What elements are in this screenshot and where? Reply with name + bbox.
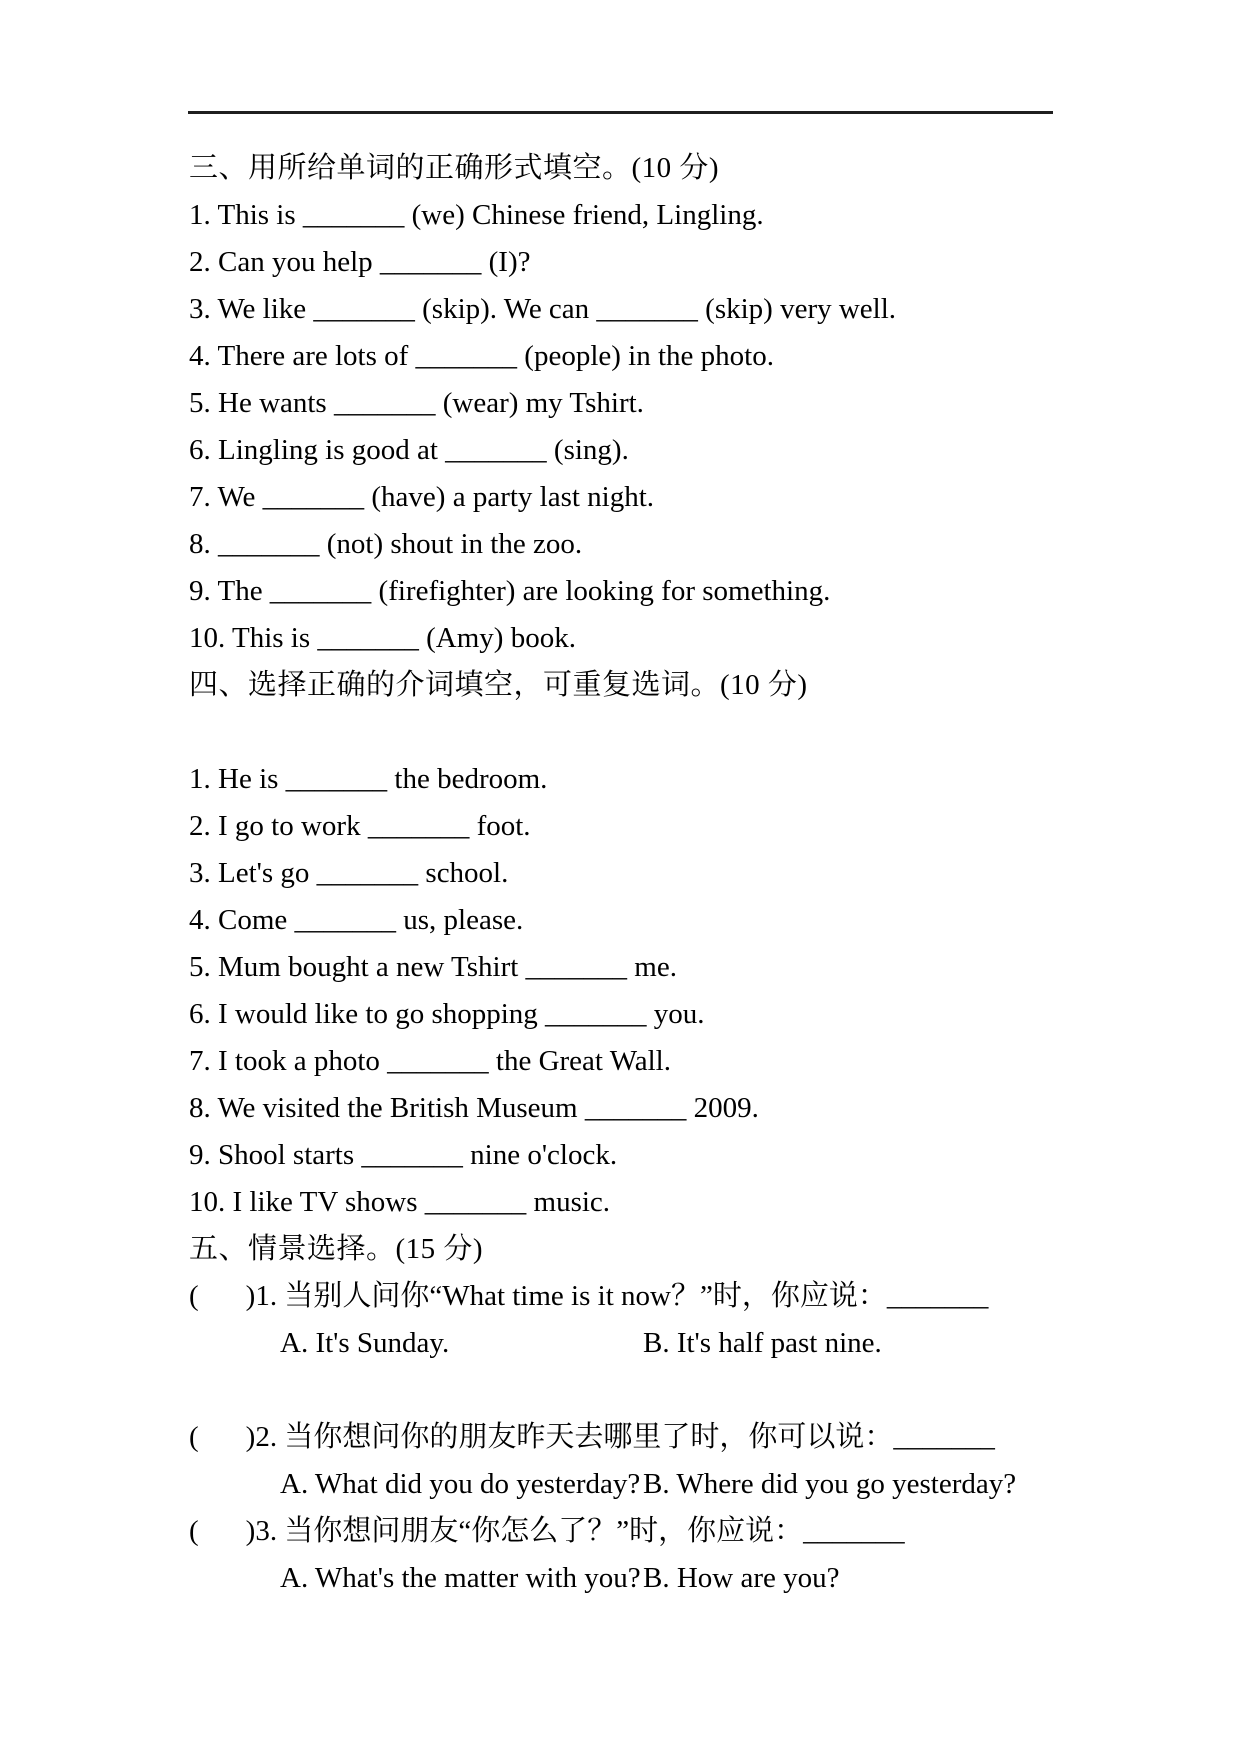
section-3-heading: 三、用所给单词的正确形式填空。(10 分): [189, 152, 720, 184]
answer-bracket-open: (: [189, 1515, 199, 1547]
sec3-item-2: 2. Can you help _______ (I)?: [189, 246, 531, 278]
option-a: A. What's the matter with you?: [280, 1562, 641, 1594]
sec5-question-2-options: [189, 1461, 1069, 1508]
worksheet-content: [189, 145, 1069, 1602]
sec3-item-6: 6. Lingling is good at _______ (sing).: [189, 434, 629, 466]
sec4-item-1: 1. He is _______ the bedroom.: [189, 763, 548, 795]
question-text: )3. 当你想问朋友“你怎么了？”时，你应说：_______: [245, 1515, 905, 1547]
sec4-item-6: 6. I would like to go shopping _______ you.: [189, 998, 705, 1030]
sec4-item-4: 4. Come _______ us, please.: [189, 904, 524, 936]
question-text: )1. 当别人问你“What time is it now？”时，你应说：_______: [245, 1280, 989, 1312]
sec3-item-7: 7. We _______ (have) a party last night.: [189, 481, 655, 513]
spacer-row: [189, 709, 1069, 756]
option-a: A. What did you do yesterday?: [280, 1468, 641, 1500]
sec5-question-2: [189, 1414, 1069, 1461]
header-rule: [188, 111, 1053, 114]
sec4-item-8: 8. We visited the British Museum _______ 2009.: [189, 1092, 759, 1124]
sec4-item-7: 7. I took a photo _______ the Great Wall.: [189, 1045, 671, 1077]
sec3-item-9: 9. The _______ (firefighter) are looking for something.: [189, 575, 831, 607]
sec3-item-8: 8. _______ (not) shout in the zoo.: [189, 528, 583, 560]
sec4-item-10: 10. I like TV shows _______ music.: [189, 1186, 611, 1218]
sec3-item-4: 4. There are lots of _______ (people) in the photo.: [189, 340, 774, 372]
question-text: )2. 当你想问你的朋友昨天去哪里了时，你可以说：_______: [245, 1421, 995, 1453]
option-b: B. How are you?: [643, 1562, 840, 1594]
option-a: A. It's Sunday.: [280, 1327, 450, 1359]
sec5-question-3: [189, 1508, 1069, 1555]
sec3-item-3: 3. We like _______ (skip). We can _______ (skip) very well.: [189, 293, 897, 325]
sec3-item-5: 5. He wants _______ (wear) my Tshirt.: [189, 387, 644, 419]
sec3-item-1: 1. This is _______ (we) Chinese friend, Lingling.: [189, 199, 764, 231]
sec5-question-1: [189, 1273, 1069, 1320]
answer-bracket-open: (: [189, 1421, 199, 1453]
answer-bracket-open: (: [189, 1280, 199, 1312]
option-b: B. It's half past nine.: [643, 1327, 882, 1359]
section-4-heading: 四、选择正确的介词填空，可重复选词。(10 分): [189, 669, 808, 701]
sec5-question-3-options: [189, 1555, 1069, 1602]
section-5-heading: 五、情景选择。(15 分): [189, 1233, 484, 1265]
sec4-item-3: 3. Let's go _______ school.: [189, 857, 509, 889]
spacer-row: [189, 1367, 1069, 1414]
sec3-item-10: 10. This is _______ (Amy) book.: [189, 622, 576, 654]
sec5-question-1-options: [189, 1320, 1069, 1367]
sec4-item-2: 2. I go to work _______ foot.: [189, 810, 531, 842]
sec4-item-9: 9. Shool starts _______ nine o'clock.: [189, 1139, 618, 1171]
sec4-item-5: 5. Mum bought a new Tshirt _______ me.: [189, 951, 677, 983]
option-b: B. Where did you go yesterday?: [643, 1468, 1017, 1500]
